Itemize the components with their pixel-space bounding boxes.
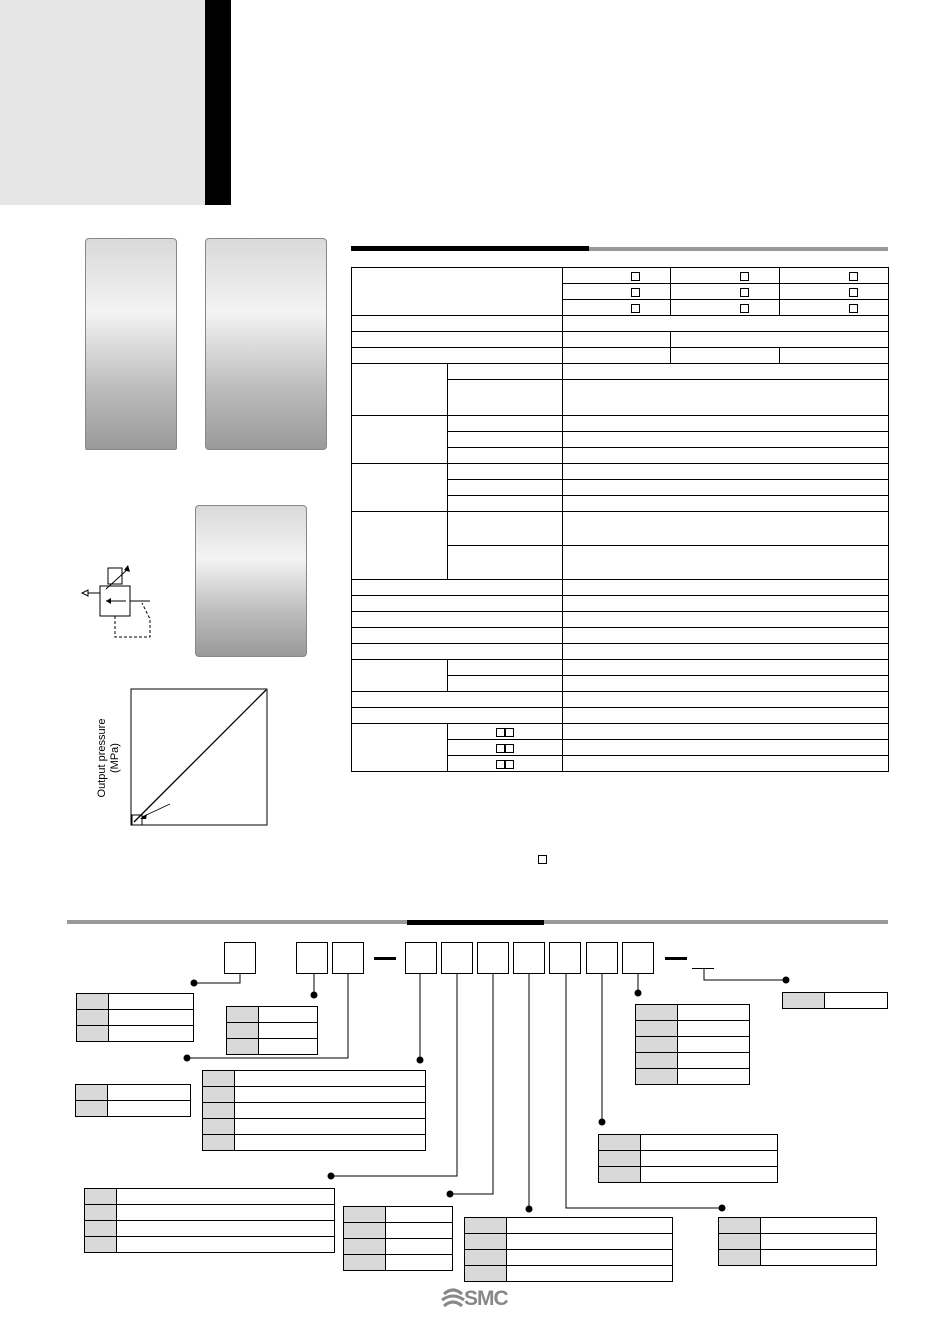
option-table-9 xyxy=(782,992,888,1009)
part-code-box-4 xyxy=(405,942,437,974)
part-code-box-5 xyxy=(441,942,473,974)
checkbox-square-icon xyxy=(538,855,547,864)
option-table-10 xyxy=(598,1134,778,1183)
header-black-tab xyxy=(205,0,231,205)
order-section-bar-black xyxy=(407,920,544,925)
checkbox-square-icon xyxy=(849,272,858,281)
option-table-3 xyxy=(75,1084,191,1117)
smc-logo-text: SMC xyxy=(464,1287,508,1310)
part-code-box-8 xyxy=(549,942,581,974)
option-table-1 xyxy=(76,993,194,1042)
product-photo-large xyxy=(205,238,327,450)
option-table-5 xyxy=(84,1188,335,1253)
header-grey-block xyxy=(0,0,205,205)
checkbox-square-icon xyxy=(631,288,640,297)
part-code-dash-1 xyxy=(374,957,396,960)
part-code-box-6 xyxy=(477,942,509,974)
part-code-box-7 xyxy=(513,942,545,974)
checkbox-square-icon xyxy=(505,728,514,737)
specifications-table xyxy=(351,267,889,772)
graph-y-axis-label xyxy=(66,708,166,808)
checkbox-square-icon xyxy=(740,304,749,313)
checkbox-square-icon xyxy=(849,288,858,297)
option-table-4 xyxy=(202,1070,426,1151)
part-code-box-3 xyxy=(332,942,364,974)
checkbox-square-icon xyxy=(505,744,514,753)
checkbox-square-icon xyxy=(849,304,858,313)
option-table-8 xyxy=(635,1004,750,1085)
product-photo-front xyxy=(195,505,307,657)
checkbox-square-icon xyxy=(740,288,749,297)
checkbox-square-icon xyxy=(631,272,640,281)
part-code-box-10 xyxy=(622,942,654,974)
smc-logo-mark-icon xyxy=(440,1288,466,1312)
option-table-7 xyxy=(464,1217,673,1282)
option-table-6 xyxy=(343,1206,453,1271)
checkbox-square-icon xyxy=(496,728,505,737)
option-table-2 xyxy=(226,1006,318,1055)
part-code-box-2 xyxy=(296,942,328,974)
checkbox-square-icon xyxy=(505,760,514,769)
spec-model-header xyxy=(352,268,563,316)
smc-logo xyxy=(440,1287,512,1313)
graph-y-label-line1: Output pressure xyxy=(96,718,108,798)
checkbox-square-icon xyxy=(496,744,505,753)
checkbox-square-icon xyxy=(631,304,640,313)
graph-y-label-line2: (MPa) xyxy=(109,743,121,773)
checkbox-square-icon xyxy=(740,272,749,281)
part-code-box-1 xyxy=(224,942,256,974)
option-table-11 xyxy=(718,1217,877,1266)
part-code-dash-2 xyxy=(665,957,687,960)
part-code-box-9 xyxy=(586,942,618,974)
pneumatic-symbol-icon xyxy=(80,563,160,643)
spec-section-bar-grey xyxy=(589,247,888,251)
checkbox-square-icon xyxy=(496,760,505,769)
spec-section-bar-black xyxy=(351,246,589,251)
product-photo-small xyxy=(85,238,177,450)
